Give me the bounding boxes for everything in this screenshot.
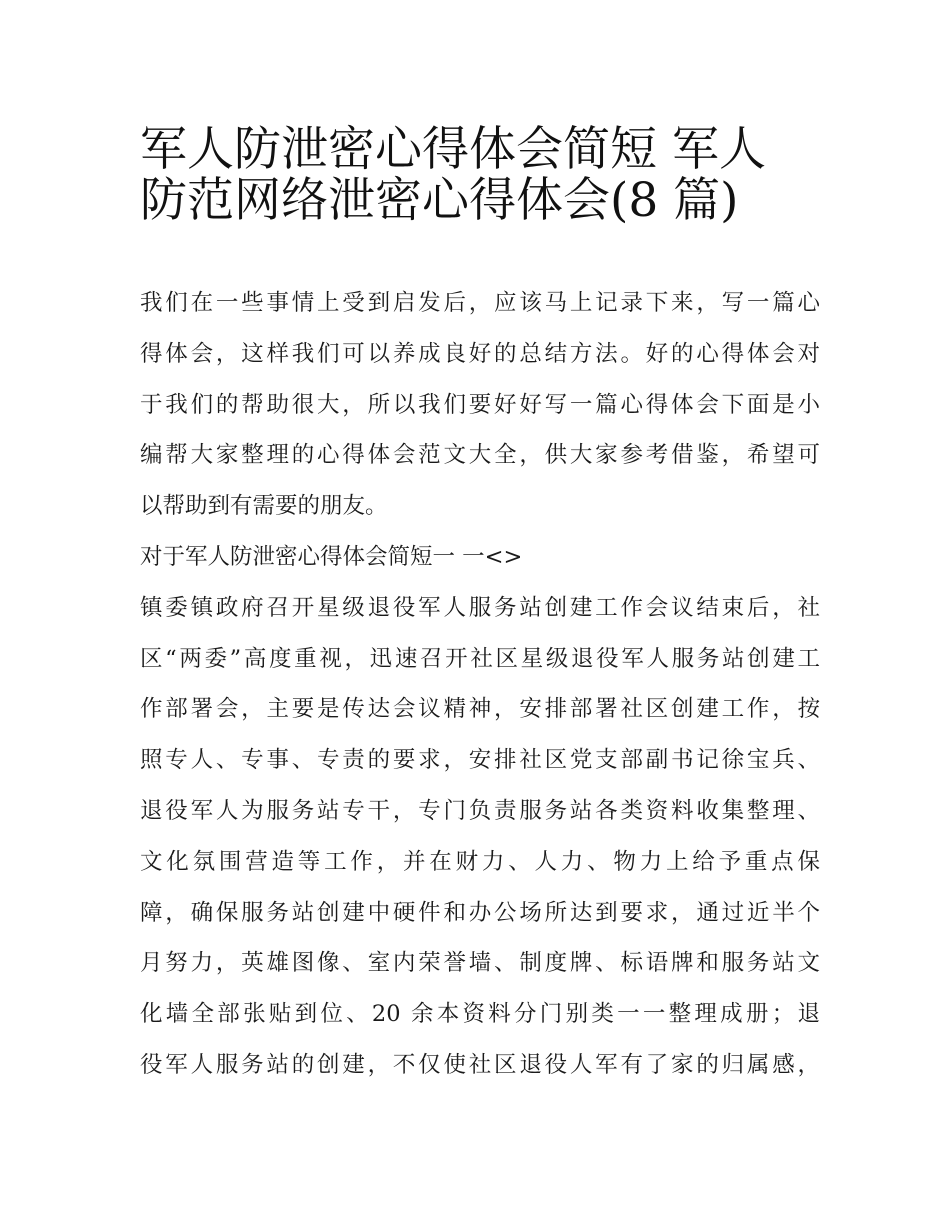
body-line-3: 于我们的帮助很大，所以我们要好好写一篇心得体会下面是小 — [140, 391, 820, 418]
body-line-16: 役军人服务站的创建，不仅使社区退役人军有了家的归属感， — [140, 1051, 820, 1078]
body-line-10: 照专人、专事、专责的要求，安排社区党支部副书记徐宝兵、 — [140, 747, 820, 774]
body-line-5: 以帮助到有需要的朋友。 — [140, 493, 388, 520]
body-line-7: 镇委镇政府召开星级退役军人服务站创建工作会议结束后，社 — [140, 594, 820, 621]
body-line-12: 文化氛围营造等工作，并在财力、人力、物力上给予重点保 — [140, 848, 820, 875]
body-line-13: 障，确保服务站创建中硬件和办公场所达到要求，通过近半个 — [140, 899, 820, 926]
body-line-15: 化墙全部张贴到位、20 余本资料分门别类一一整理成册；退 — [140, 1001, 820, 1028]
title-line-1: 军人防泄密心得体会简短 军人 — [140, 122, 766, 177]
document-body — [140, 278, 820, 1091]
body-line-2: 得体会，这样我们可以养成良好的总结方法。好的心得体会对 — [140, 340, 820, 367]
body-line-8: 区“两委”高度重视，迅速召开社区星级退役军人服务站创建工 — [140, 645, 820, 672]
body-line-4: 编帮大家整理的心得体会范文大全，供大家参考借鉴，希望可 — [140, 442, 820, 469]
title-line-2: 防范网络泄密心得体会(8 篇) — [140, 172, 739, 228]
body-line-1: 我们在一些事情上受到启发后，应该马上记录下来，写一篇心 — [140, 290, 820, 316]
section-heading: 对于军人防泄密心得体会简短一 一<> — [140, 543, 523, 570]
body-line-11: 退役军人为服务站专干，专门负责服务站各类资料收集整理、 — [140, 797, 820, 824]
body-line-14: 月努力，英雄图像、室内荣誉墙、制度牌、标语牌和服务站文 — [140, 950, 820, 977]
document-title — [140, 112, 830, 228]
body-line-9: 作部署会，主要是传达会议精神，安排部署社区创建工作，按 — [140, 696, 820, 723]
